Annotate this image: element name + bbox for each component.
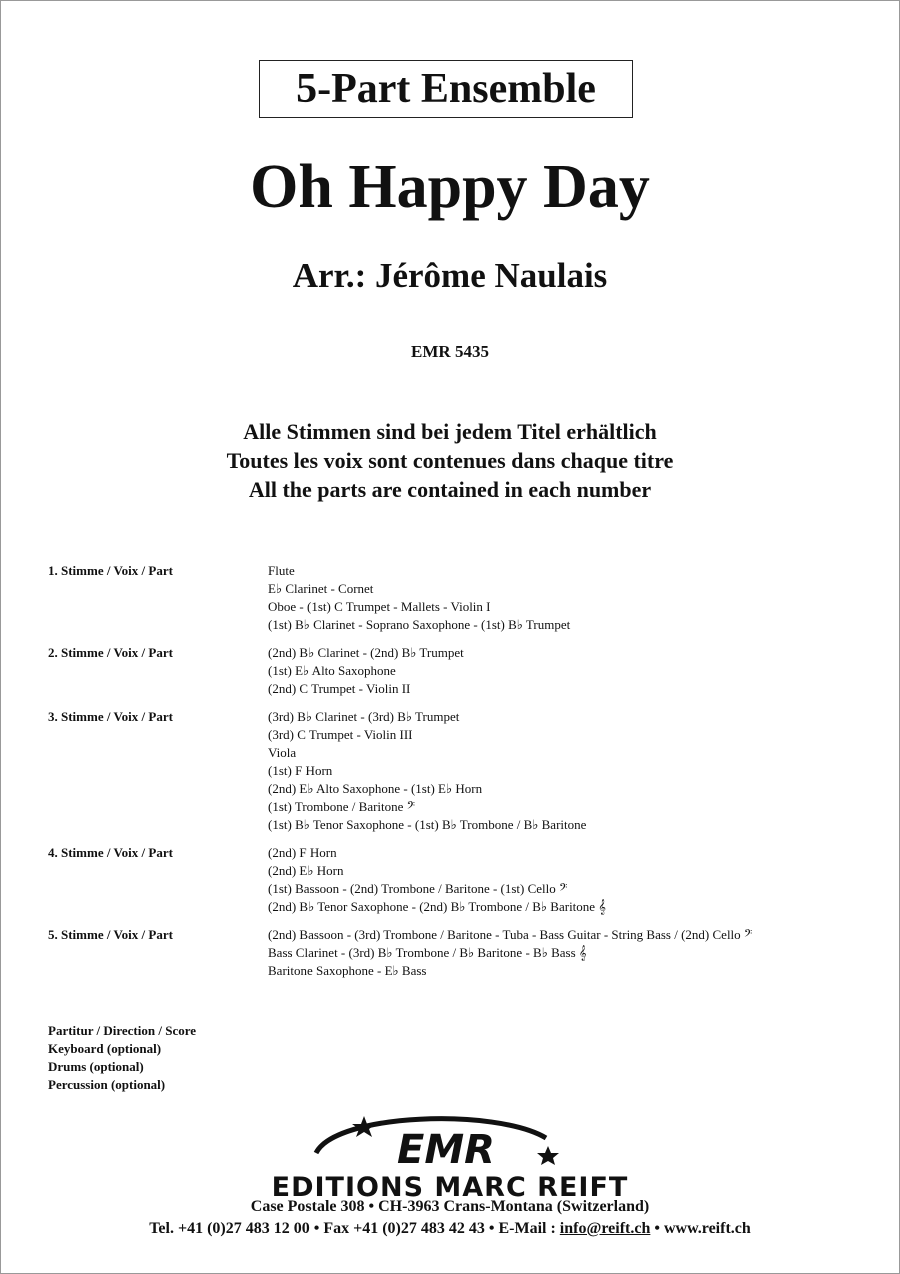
parts-list xyxy=(48,562,868,990)
ensemble-label: 5-Part Ensemble xyxy=(259,60,633,118)
piece-title: Oh Happy Day xyxy=(250,153,650,221)
logo-text: EMR xyxy=(397,1127,495,1173)
part-row xyxy=(48,926,868,980)
part-row xyxy=(48,844,868,916)
part-instruments xyxy=(268,644,464,698)
part-instruments xyxy=(268,562,570,634)
instrument-line: (2nd) E♭ Horn xyxy=(268,863,344,878)
instrument-line: (2nd) Bassoon - (3rd) Trombone / Baritone - Tuba - Bass Guitar - String Bass / (2nd) Cello 𝄢 xyxy=(268,927,753,942)
instrument-line: (2nd) C Trumpet - Violin II xyxy=(268,681,411,696)
part-label: 3. Stimme / Voix / Part xyxy=(48,709,173,724)
note-english: All the parts are contained in each number xyxy=(248,477,652,502)
note-german: Alle Stimmen sind bei jedem Titel erhältlich xyxy=(243,419,657,444)
instrument-line: (2nd) B♭ Tenor Saxophone - (2nd) B♭ Trombone / B♭ Baritone 𝄞 xyxy=(268,899,606,914)
part-label: 1. Stimme / Voix / Part xyxy=(48,563,173,578)
part-label: 4. Stimme / Voix / Part xyxy=(48,845,173,860)
star-icon xyxy=(352,1116,376,1137)
note-french: Toutes les voix sont contenues dans chaque titre xyxy=(226,448,674,473)
instrument-line: Viola xyxy=(268,745,297,760)
instrument-line: (1st) E♭ Alto Saxophone xyxy=(268,663,396,678)
part-row xyxy=(48,644,868,698)
instrument-line: Flute xyxy=(268,563,295,578)
instrument-line: (1st) Trombone / Baritone 𝄢 xyxy=(268,799,416,814)
extra-item: Partitur / Direction / Score xyxy=(48,1023,197,1038)
instrument-line: (3rd) B♭ Clarinet - (3rd) B♭ Trumpet xyxy=(268,709,460,724)
contact-website[interactable]: • www.reift.ch xyxy=(650,1220,751,1237)
extra-item: Drums (optional) xyxy=(48,1059,144,1074)
extra-item: Keyboard (optional) xyxy=(48,1041,162,1056)
instrument-line: Oboe - (1st) C Trumpet - Mallets - Violin I xyxy=(268,599,491,614)
arranger: Arr.: Jérôme Naulais xyxy=(292,256,608,295)
email-link[interactable]: info@reift.ch xyxy=(559,1220,651,1237)
star-icon xyxy=(537,1146,559,1165)
part-row xyxy=(48,562,868,634)
instrument-line: (2nd) E♭ Alto Saxophone - (1st) E♭ Horn xyxy=(268,781,483,796)
instrument-line: Bass Clarinet - (3rd) B♭ Trombone / B♭ Baritone - B♭ Bass 𝄞 xyxy=(268,945,587,960)
instrument-line: (1st) Bassoon - (2nd) Trombone / Baritone - (1st) Cello 𝄢 xyxy=(268,881,568,896)
instrument-line: (2nd) F Horn xyxy=(268,845,337,860)
instrument-line: (2nd) B♭ Clarinet - (2nd) B♭ Trumpet xyxy=(268,645,464,660)
part-row xyxy=(48,708,868,834)
publisher-name: EDITIONS MARC REIFT xyxy=(271,1172,629,1203)
contact-phone-fax: Tel. +41 (0)27 483 12 00 • Fax +41 (0)27 483 42 43 • E-Mail : xyxy=(149,1220,560,1237)
publisher-contact xyxy=(0,1220,900,1238)
publisher-address: Case Postale 308 • CH-3963 Crans-Montana (Switzerland) xyxy=(250,1198,650,1215)
instrument-line: (1st) B♭ Clarinet - Soprano Saxophone - (1st) B♭ Trumpet xyxy=(268,617,571,632)
part-label: 2. Stimme / Voix / Part xyxy=(48,645,173,660)
extra-parts xyxy=(48,1022,196,1094)
part-instruments xyxy=(268,844,606,916)
catalog-number: EMR 5435 xyxy=(411,342,489,361)
instrument-line: (1st) B♭ Tenor Saxophone - (1st) B♭ Trombone / B♭ Baritone xyxy=(268,817,587,832)
instrument-line: (1st) F Horn xyxy=(268,763,333,778)
emr-logo xyxy=(296,1108,596,1178)
part-label: 5. Stimme / Voix / Part xyxy=(48,927,173,942)
extra-item: Percussion (optional) xyxy=(48,1077,166,1092)
part-instruments xyxy=(268,708,586,834)
instrument-line: Baritone Saxophone - E♭ Bass xyxy=(268,963,427,978)
part-instruments xyxy=(268,926,752,980)
instrument-line: (3rd) C Trumpet - Violin III xyxy=(268,727,413,742)
instrument-line: E♭ Clarinet - Cornet xyxy=(268,581,374,596)
